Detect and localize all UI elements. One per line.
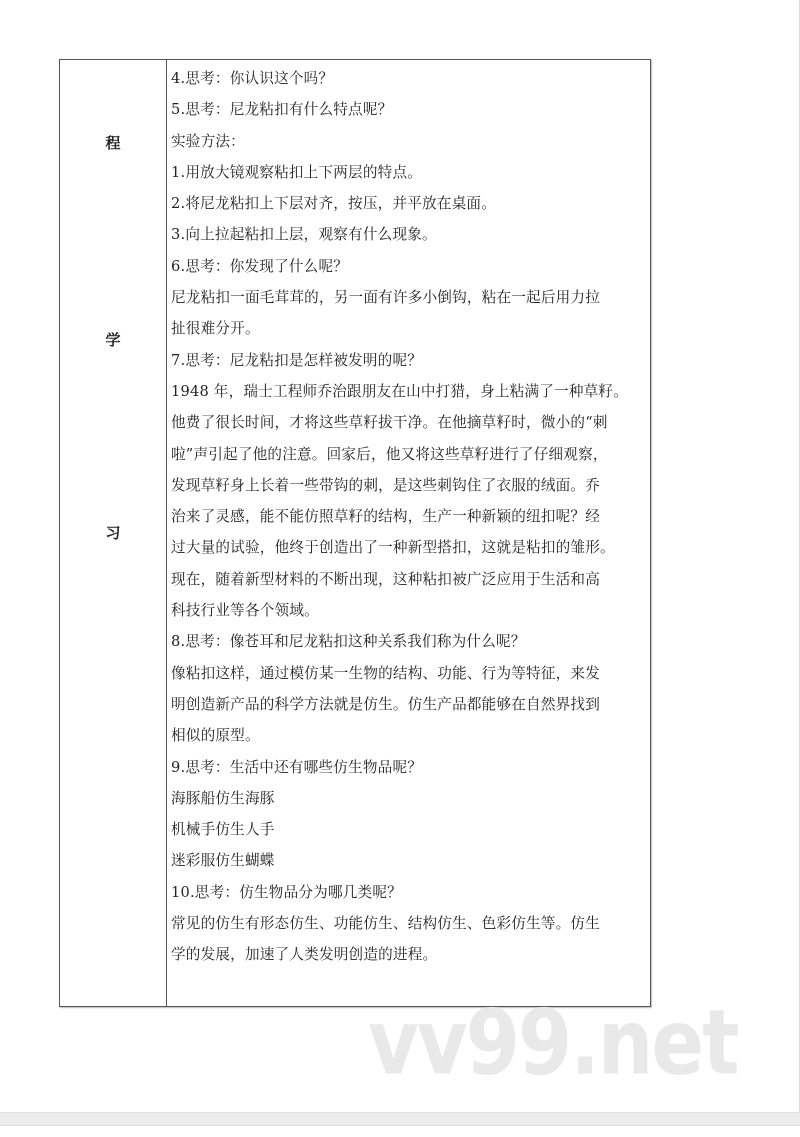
column-divider bbox=[166, 60, 167, 1006]
text-line: 他费了很长时间，才将这些草籽拔干净。在他摘草籽时，微小的“刺 bbox=[171, 414, 608, 432]
text-line: 1948 年，瑞士工程师乔治跟朋友在山中打猎，身上粘满了一种草籽。 bbox=[171, 382, 629, 400]
content-cell bbox=[171, 63, 651, 971]
side-label-xue: 学 bbox=[105, 331, 121, 349]
side-label-cheng: 程 bbox=[105, 134, 121, 152]
text-line: 过大量的试验，他终于创造出了一种新型搭扣，这就是粘扣的雏形。 bbox=[171, 539, 615, 557]
text-line: 7.思考：尼龙粘扣是怎样被发明的呢？ bbox=[171, 351, 423, 369]
text-line: 5.思考：尼龙粘扣有什么特点呢？ bbox=[171, 101, 393, 119]
text-line: 1.用放大镜观察粘扣上下两层的特点。 bbox=[171, 163, 423, 181]
text-line: 机械手仿生人手 bbox=[171, 821, 275, 839]
text-line: 明创造新产品的科学方法就是仿生。仿生产品都能够在自然界找到 bbox=[171, 695, 601, 713]
text-line: 2.将尼龙粘扣上下层对齐，按压，并平放在桌面。 bbox=[171, 195, 496, 213]
text-line: 10.思考：仿生物品分为哪几类呢？ bbox=[171, 883, 402, 901]
text-line: 科技行业等各个领域。 bbox=[171, 602, 319, 620]
text-line: 实验方法： bbox=[171, 132, 245, 150]
text-line: 像粘扣这样，通过模仿某一生物的结构、功能、行为等特征，来发 bbox=[171, 664, 601, 682]
text-line: 治来了灵感，能不能仿照草籽的结构，生产一种新颖的纽扣呢？经 bbox=[171, 508, 601, 526]
text-line: 学的发展，加速了人类发明创造的进程。 bbox=[171, 946, 438, 964]
text-line: 尼龙粘扣一面毛茸茸的，另一面有许多小倒钩，粘在一起后用力拉 bbox=[171, 289, 601, 307]
watermark: vv99.net bbox=[368, 992, 738, 1096]
text-line: 现在，随着新型材料的不断出现，这种粘扣被广泛应用于生活和高 bbox=[171, 570, 601, 588]
text-line: 相似的原型。 bbox=[171, 727, 260, 745]
text-line: 迷彩服仿生蝴蝶 bbox=[171, 852, 275, 870]
text-line: 啦”声引起了他的注意。回家后，他又将这些草籽进行了仔细观察， bbox=[171, 445, 608, 463]
text-line: 8.思考：像苍耳和尼龙粘扣这种关系我们称为什么呢？ bbox=[171, 633, 526, 651]
text-line: 9.思考：生活中还有哪些仿生物品呢？ bbox=[171, 758, 423, 776]
text-line: 6.思考：你发现了什么呢？ bbox=[171, 257, 349, 275]
text-line: 3.向上拉起粘扣上层，观察有什么现象。 bbox=[171, 226, 437, 244]
text-line: 常见的仿生有形态仿生、功能仿生、结构仿生、色彩仿生等。仿生 bbox=[171, 915, 601, 933]
text-line: 4.思考：你认识这个吗？ bbox=[171, 70, 334, 87]
lesson-table bbox=[59, 59, 651, 1007]
text-line: 海豚船仿生海豚 bbox=[171, 789, 275, 807]
side-label-xi: 习 bbox=[105, 524, 121, 542]
text-line: 扯很难分开。 bbox=[171, 320, 260, 338]
page-separator bbox=[0, 1112, 800, 1126]
text-line: 发现草籽身上长着一些带钩的刺，是这些刺钩住了衣服的绒面。乔 bbox=[171, 476, 601, 494]
